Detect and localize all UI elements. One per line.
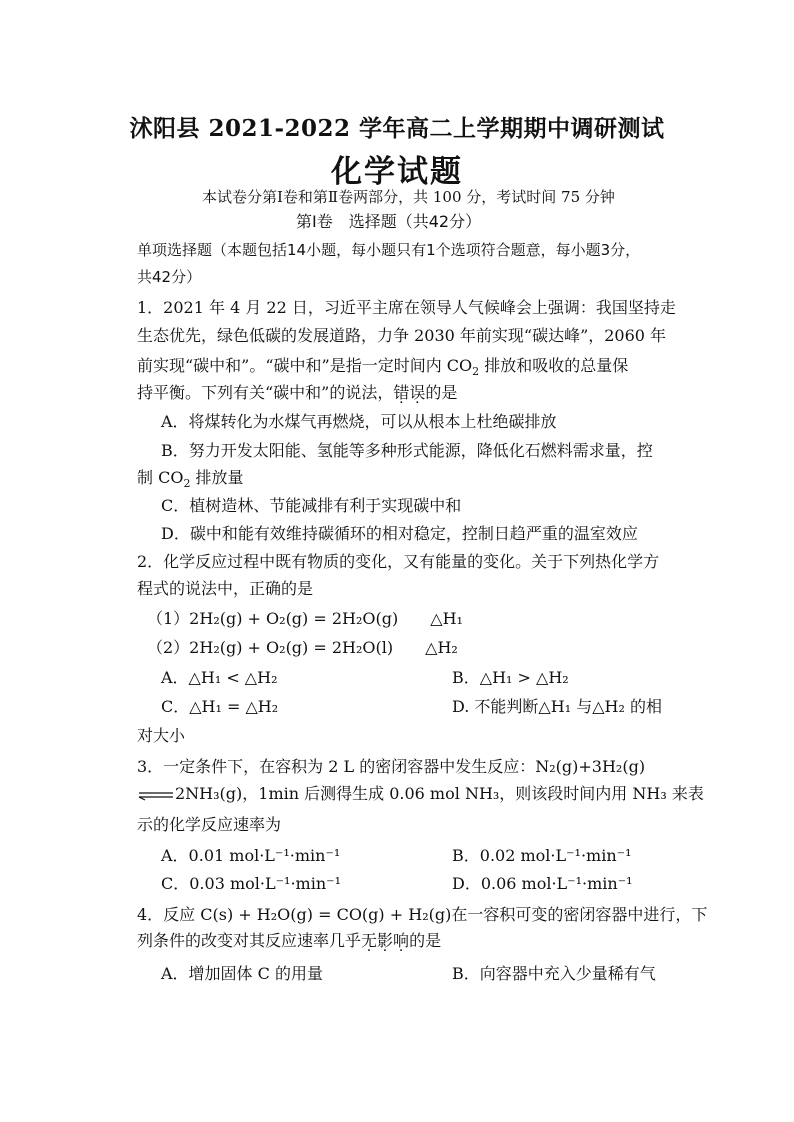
subject-title: 化学试题 (331, 154, 463, 190)
q4-line-1: 4．反应 C(s) + H₂O(g) = CO(g) + H₂(g)在一容积可变的密闭容器中进行，下 (137, 905, 708, 924)
instructions-line-2: 共42分） (137, 268, 202, 286)
q1-option-b: B．努力开发太阳能、氢能等多种形式能源，降低化石燃料需求量，控 (161, 441, 653, 460)
q3-option-c: C．0.03 mol·L⁻¹·min⁻¹ (161, 874, 341, 893)
exam-title: 沭阳县 2021-2022 学年高二上学期期中调研测试 (129, 115, 665, 142)
section-title: 第Ⅰ卷 选择题（共42分） (296, 212, 482, 231)
q4-line-2: 列条件的改变对其反应速率几乎无影响的是 (137, 931, 442, 950)
instructions-line-1: 单项选择题（本题包括14小题，每小题只有1个选项符合题意，每小题3分， (137, 241, 641, 259)
q3-option-d: D．0.06 mol·L⁻¹·min⁻¹ (452, 874, 633, 893)
q4-option-a: A．增加固体 C 的用量 (161, 964, 323, 983)
q1-option-c: C．植树造林、节能减排有利于实现碳中和 (161, 496, 462, 515)
q2-line-1: 2．化学反应过程中既有物质的变化，又有能量的变化。关于下列热化学方 (137, 552, 660, 571)
q2-option-d-cont: 对大小 (137, 726, 186, 745)
q3-line-3: 示的化学反应速率为 (137, 815, 282, 834)
q2-option-d: D. 不能判断△H₁ 与△H₂ 的相 (452, 697, 662, 716)
q1-option-d: D．碳中和能有效维持碳循环的相对稳定，控制日趋严重的温室效应 (161, 524, 638, 543)
q2-option-c: C．△H₁ = △H₂ (161, 697, 279, 716)
q2-line-2: 程式的说法中，正确的是 (137, 579, 314, 598)
q2-equation-2: （2）2H₂(g) + O₂(g) = 2H₂O(l) △H₂ (147, 638, 458, 657)
q3-line-2: 2NH₃(g)，1min 后测得生成 0.06 mol NH₃，则该段时间内用 NH₃ 来表 (137, 784, 704, 804)
q1-line-2: 生态优先，绿色低碳的发展道路，力争 2030 年前实现“碳达峰”，2060 年 (137, 326, 667, 345)
q1-option-a: A．将煤转化为水煤气再燃烧，可以从根本上杜绝碳排放 (161, 412, 557, 431)
q3-line-1: 3．一定条件下，在容积为 2 L 的密闭容器中发生反应：N₂(g)+3H₂(g) (137, 757, 646, 776)
q1-option-b-cont: 制 $CO_2$ 排放量 (137, 468, 244, 491)
reversible-arrow-icon (137, 789, 175, 801)
q2-option-a: A．△H₁ < △H₂ (161, 668, 278, 687)
q1-line-1: 1．2021 年 4 月 22 日，习近平主席在领导人气候峰会上强调：我国坚持走 (137, 298, 676, 317)
q4-option-b: B．向容器中充入少量稀有气 (452, 964, 656, 983)
q3-option-a: A．0.01 mol·L⁻¹·min⁻¹ (161, 846, 341, 865)
exam-subtitle: 本试卷分第Ⅰ卷和第Ⅱ卷两部分，共 100 分，考试时间 75 分钟 (202, 188, 615, 206)
q3-option-b: B．0.02 mol·L⁻¹·min⁻¹ (452, 846, 632, 865)
q2-option-b: B．△H₁ > △H₂ (452, 668, 569, 687)
q2-equation-1: （1）2H₂(g) + O₂(g) = 2H₂O(g) △H₁ (147, 609, 463, 628)
q1-line-4: 持平衡。下列有关“碳中和”的说法，错误的是 (137, 383, 458, 402)
q1-line-3: 前实现“碳中和”。“碳中和”是指一定时间内 $CO_2$ 排放和吸收的总量保 (137, 356, 629, 379)
